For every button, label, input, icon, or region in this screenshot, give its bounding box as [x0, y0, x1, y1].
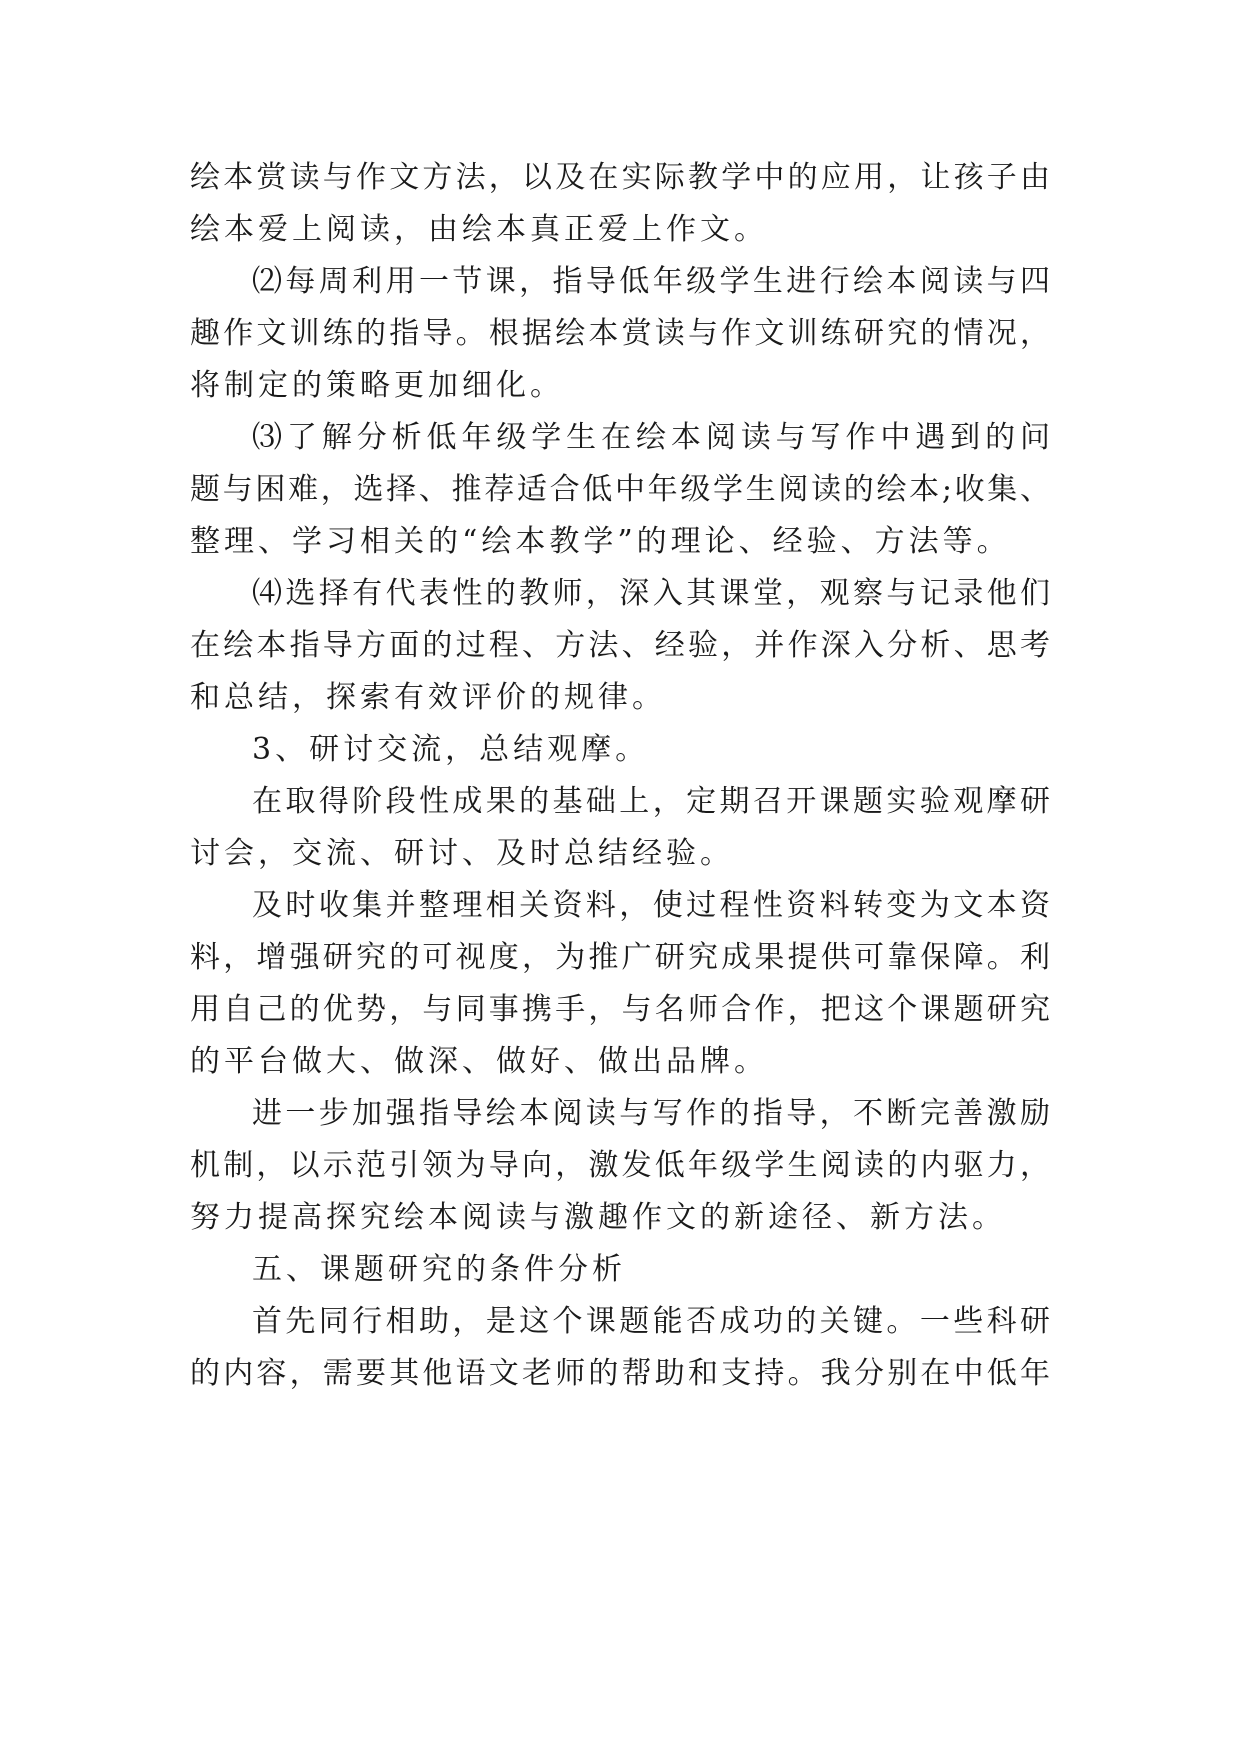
paragraph-line: 的内容，需要其他语文老师的帮助和支持。我分别在中低年 — [190, 1356, 1050, 1391]
paragraph-line: 整理、学习相关的“绘本教学”的理论、经验、方法等。 — [190, 524, 1011, 559]
paragraph-line: 题与困难，选择、推荐适合低中年级学生阅读的绘本;收集、 — [190, 472, 1050, 507]
paragraph-line: 在绘本指导方面的过程、方法、经验，并作深入分析、思考 — [190, 628, 1050, 663]
paragraph-line: 机制，以示范引领为导向，激发低年级学生阅读的内驱力， — [190, 1148, 1050, 1183]
paragraph-line: 料，增强研究的可视度，为推广研究成果提供可靠保障。利 — [190, 940, 1050, 975]
paragraph-line: 和总结，探索有效评价的规律。 — [190, 680, 666, 715]
paragraph-line: 在取得阶段性成果的基础上，定期召开课题实验观摩研 — [252, 784, 1050, 819]
paragraph-line: ⑶了解分析低年级学生在绘本阅读与写作中遇到的问 — [252, 420, 1050, 455]
paragraph-line: ⑵每周利用一节课，指导低年级学生进行绘本阅读与四 — [252, 264, 1050, 299]
paragraph-line: 进一步加强指导绘本阅读与写作的指导，不断完善激励 — [252, 1096, 1050, 1131]
paragraph-line: 努力提高探究绘本阅读与激趣作文的新途径、新方法。 — [190, 1200, 1006, 1235]
paragraph-line: 首先同行相助，是这个课题能否成功的关键。一些科研 — [252, 1304, 1050, 1339]
section-heading: 3、研讨交流，总结观摩。 — [252, 732, 650, 767]
paragraph-line: 用自己的优势，与同事携手，与名师合作，把这个课题研究 — [190, 992, 1050, 1027]
paragraph-line: 及时收集并整理相关资料，使过程性资料转变为文本资 — [252, 888, 1050, 923]
paragraph-line: 趣作文训练的指导。根据绘本赏读与作文训练研究的情况， — [190, 316, 1050, 351]
section-heading: 五、课题研究的条件分析 — [252, 1252, 626, 1287]
paragraph-line: 绘本赏读与作文方法，以及在实际教学中的应用，让孩子由 — [190, 160, 1050, 195]
paragraph-line: ⑷选择有代表性的教师，深入其课堂，观察与记录他们 — [252, 576, 1050, 611]
paragraph-line: 将制定的策略更加细化。 — [190, 368, 564, 403]
paragraph-line: 讨会，交流、研讨、及时总结经验。 — [190, 836, 734, 871]
paragraph-line: 绘本爱上阅读，由绘本真正爱上作文。 — [190, 212, 768, 247]
paragraph-line: 的平台做大、做深、做好、做出品牌。 — [190, 1044, 768, 1079]
